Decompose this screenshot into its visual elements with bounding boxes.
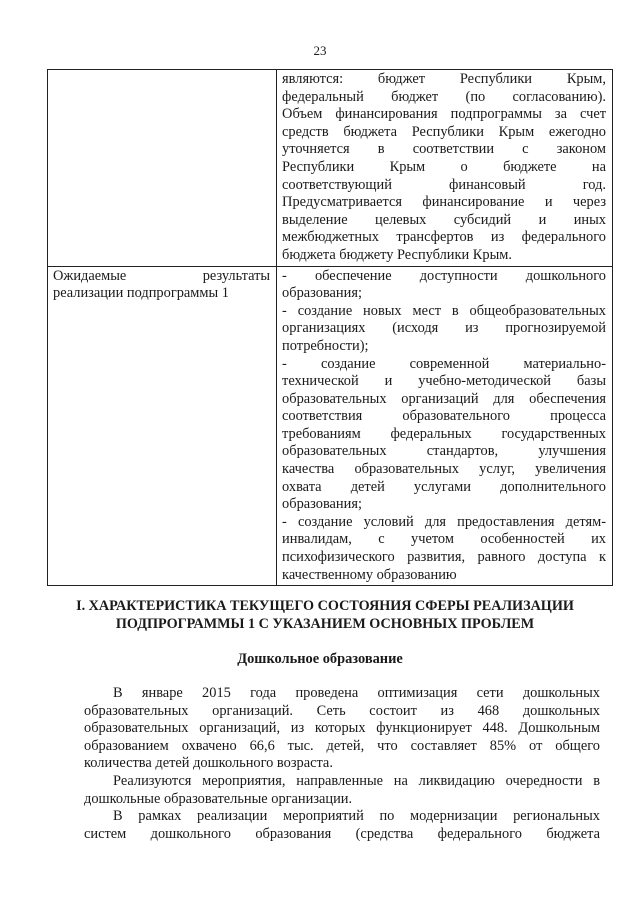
cell-line: образовательных стандартов, улучшения (282, 443, 606, 460)
cell-line: Республики Крым о бюджете на (282, 158, 606, 175)
cell-line: технической и учебно-методической базы (282, 373, 606, 390)
cell-line: соответствия образовательного процесса (282, 408, 606, 425)
cell-line: образования; (282, 496, 362, 513)
section-heading-line: ПОДПРОГРАММЫ 1 С УКАЗАНИЕМ ОСНОВНЫХ ПРОБЛЕМ (115, 615, 535, 632)
preschool-subheading: Дошкольное образование (237, 651, 403, 667)
row-label-empty (48, 70, 277, 267)
expected-results-cell (277, 266, 613, 586)
label-line: реализации подпрограммы 1 (53, 285, 229, 302)
cell-line: - создание современной материально- (282, 355, 606, 372)
page-number: 23 (313, 43, 327, 58)
cell-line: - создание новых мест в общеобразовательных (282, 302, 606, 319)
cell-line: средств бюджета Республики Крым ежегодно (282, 123, 606, 140)
paragraph-line: образованием охвачено 66,6 тыс. детей, что составляет 85% от общего (84, 737, 600, 754)
paragraph-line: образовательных организаций. Сеть состоит из 468 дошкольных (84, 702, 600, 719)
cell-line: - создание условий для предоставления детям- (282, 513, 606, 530)
cell-line: охвата детей услугами дополнительного (282, 478, 606, 495)
paragraph-line: В январе 2015 года проведена оптимизация сети дошкольных (113, 685, 600, 701)
table-row-funding (48, 70, 613, 267)
cell-line: организациях (исходя из прогнозируемой (282, 320, 606, 337)
paragraph-line: В рамках реализации мероприятий по модернизации региональных (113, 808, 600, 825)
section-heading (60, 598, 590, 633)
expected-results-label (48, 266, 277, 586)
cell-line: качества образовательных услуг, увеличения (282, 461, 606, 478)
cell-line: психофизического развития, равного доступа к (282, 549, 606, 566)
cell-line: - обеспечение доступности дошкольного (282, 267, 606, 284)
cell-line: межбюджетных трансфертов из федерального (282, 229, 606, 246)
paragraph-line: дошкольные образовательные организации. (84, 790, 353, 807)
label-line: Ожидаемые результаты (53, 267, 271, 284)
paragraph-line: систем дошкольного образования (средства федерального бюджета (84, 825, 600, 842)
cell-line: бюджета бюджету Республики Крым. (282, 246, 512, 263)
cell-line: выделение целевых субсидий и иных (282, 211, 606, 228)
body-text (84, 685, 600, 843)
paragraph-line: Реализуются мероприятия, направленные на ликвидацию очередности в (113, 772, 600, 789)
paragraph-line: образовательных организаций, из которых функционирует 448. Дошкольным (84, 720, 600, 737)
cell-line: качественному образованию (282, 566, 457, 583)
table-row-expected-results (48, 266, 613, 586)
section-heading-line: I. ХАРАКТЕРИСТИКА ТЕКУЩЕГО СОСТОЯНИЯ СФЕРЫ РЕАЛИЗАЦИИ (76, 598, 574, 614)
funding-sources-cell (277, 70, 613, 267)
cell-line: Предусматривается финансирование и через (282, 194, 606, 211)
paragraph (84, 773, 600, 808)
cell-line: образования; (282, 285, 362, 302)
cell-line: Объем финансирования подпрограммы за счет (282, 106, 606, 123)
cell-line: уточняется в соответствии с законом (282, 141, 606, 158)
paragraph (84, 808, 600, 843)
paragraph-line: количества детей дошкольного возраста. (84, 755, 333, 772)
cell-line: инвалидам, с учетом особенностей их (282, 531, 606, 548)
cell-line: требованиям федеральных государственных (282, 425, 606, 442)
paragraph (84, 685, 600, 773)
cell-line: образовательных организаций для обеспечения (282, 390, 606, 407)
cell-line: соответствующий финансовый год. (282, 176, 606, 193)
cell-line: федеральный бюджет (по согласованию). (282, 88, 606, 105)
subprogram-passport-table (47, 69, 613, 586)
cell-line: потребности); (282, 337, 369, 354)
cell-line: являются: бюджет Республики Крым, (282, 71, 606, 87)
